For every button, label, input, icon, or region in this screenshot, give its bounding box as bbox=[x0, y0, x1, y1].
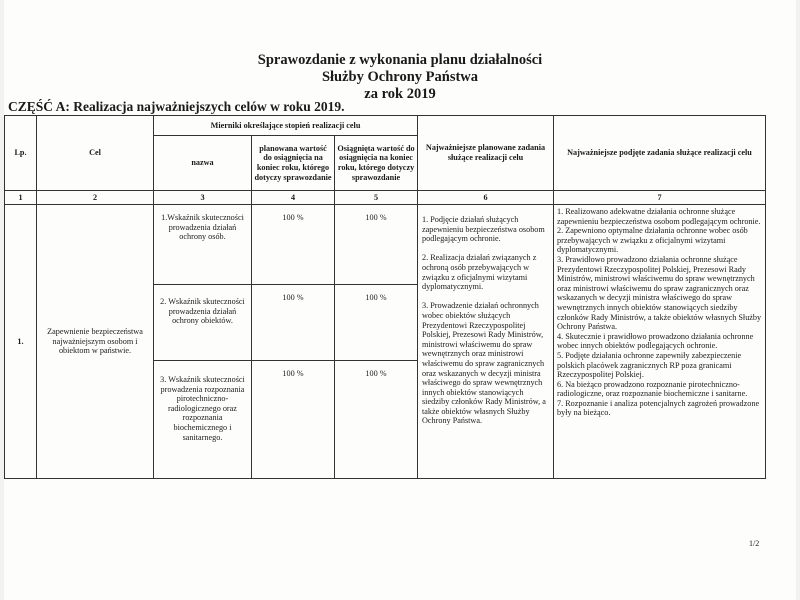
header-completed-tasks: Najważniejsze podjęte zadania służące realizacji celu bbox=[554, 116, 766, 191]
completed-task-item: 5. Podjęte działania ochronne zapewniły zabezpieczenie polskich placówek zagranicznych RP poza granicami Rzeczypospolitej Polskiej. bbox=[557, 350, 742, 380]
completed-task-item: 3. Prawidłowo prowadzono działania ochronne służące Prezydentowi Rzeczypospolitej Polskiej, Prezesowi Rady Ministrów, ministrowi właściwemu do spraw wewnętrznych oraz ministrowi właściwemu do spraw zagranicznych oraz wskazanych w decyzji ministra właściwego do spraw wewnętrznych innych obiektów stanowiących siedziby członków Rady Ministrów, a także obiektów własnych Służby Ochrony Państwa. bbox=[557, 254, 762, 332]
column-number: 1 bbox=[5, 191, 37, 205]
report-title-line-2: Służby Ochrony Państwa bbox=[321, 69, 479, 85]
page-number: 1/2 bbox=[749, 539, 760, 548]
goals-table bbox=[4, 115, 766, 479]
planned-tasks-cell bbox=[418, 205, 554, 479]
header-nazwa: nazwa bbox=[154, 136, 252, 191]
report-title-line-3: za rok 2019 bbox=[364, 86, 436, 102]
row-goal: Zapewnienie bezpieczeństwa najważniejszym osobom i obiektom w państwie. bbox=[37, 205, 154, 479]
part-a-heading: CZĘŚĆ A: Realizacja najważniejszych celów w roku 2019. bbox=[8, 99, 345, 114]
document-page bbox=[4, 0, 796, 600]
header-planned-tasks: Najważniejsze planowane zadania służące realizacji celu bbox=[418, 116, 554, 191]
measure-achieved-value: 100 % bbox=[335, 205, 418, 285]
measure-planned-value: 100 % bbox=[252, 205, 335, 285]
header-mierniki: Mierniki określające stopień realizacji celu bbox=[154, 116, 418, 136]
row-lp: 1. bbox=[5, 205, 37, 479]
measure-planned-value: 100 % bbox=[252, 285, 335, 361]
completed-task-item: 4. Skutecznie i prawidłowo prowadzono działania ochronne wobec innych obiektów podlegających ochronie. bbox=[557, 331, 754, 351]
header-achieved-value: Osiągnięta wartość do osiągnięcia na koniec roku, którego dotyczy sprawozdanie bbox=[335, 136, 418, 191]
measure-name: 1.Wskaźnik skuteczności prowadzenia działań ochrony osób. bbox=[154, 205, 252, 285]
column-number: 7 bbox=[554, 191, 766, 205]
measure-name: 3. Wskaźnik skuteczności prowadzenia rozpoznania pirotechniczno-radiologicznego oraz rozpoznania biochemicznego i sanitarnego. bbox=[154, 361, 252, 479]
column-number: 3 bbox=[154, 191, 252, 205]
completed-task-item: 2. Zapewniono optymalne działania ochronne wobec osób przebywających w związku z oficjalnymi wizytami dyplomatycznymi. bbox=[557, 226, 748, 255]
completed-tasks-cell bbox=[554, 205, 766, 479]
planned-task-item: 3. Prowadzenie działań ochronnych wobec obiektów służących Prezydentowi Rzeczypospolitej Polskiej, Prezesowi Rady Ministrów, ministrowi właściwemu do spraw wewnętrznych oraz ministrowi właściwemu do spraw zagranicznych oraz wskazanych w decyzji ministra właściwego do spraw wewnętrznych innych obiektów stanowiących siedziby członków Rady Ministrów, a także obiektów własnych Służby Ochrony Państwa. bbox=[422, 301, 546, 426]
measure-planned-value: 100 % bbox=[252, 361, 335, 479]
planned-task-item: 1. Podjęcie działań służących zapewnieniu bezpieczeństwa osobom podlegającym ochronie. bbox=[422, 215, 545, 244]
completed-task-item: 6. Na bieżąco prowadzono rozpoznanie pirotechniczno-radiologiczne, oraz rozpoznanie biochemiczne i sanitarne. bbox=[557, 379, 748, 399]
measure-achieved-value: 100 % bbox=[335, 361, 418, 479]
header-lp: Lp. bbox=[5, 116, 37, 191]
planned-task-item: 2. Realizacja działań związanych z ochroną osób przebywających w związku z oficjalnymi wizytami dyplomatycznymi. bbox=[422, 253, 537, 292]
header-cel: Cel bbox=[37, 116, 154, 191]
completed-task-item: 7. Rozpoznanie i analiza potencjalnych zagrożeń prowadzone były na bieżąco. bbox=[557, 398, 760, 418]
header-planned-value: planowana wartość do osiągnięcia na koniec roku, którego dotyczy sprawozdanie bbox=[252, 136, 335, 191]
column-number: 6 bbox=[418, 191, 554, 205]
measure-achieved-value: 100 % bbox=[335, 285, 418, 361]
column-number: 5 bbox=[335, 191, 418, 205]
report-title-line-1: Sprawozdanie z wykonania planu działalności bbox=[257, 52, 543, 68]
column-number: 2 bbox=[37, 191, 154, 205]
measure-name: 2. Wskaźnik skuteczności prowadzenia działań ochrony obiektów. bbox=[154, 285, 252, 361]
completed-task-item: 1. Realizowano adekwatne działania ochronne służące zapewnieniu bezpieczeństwa osobom podlegającym ochronie. bbox=[557, 207, 761, 226]
column-number: 4 bbox=[252, 191, 335, 205]
